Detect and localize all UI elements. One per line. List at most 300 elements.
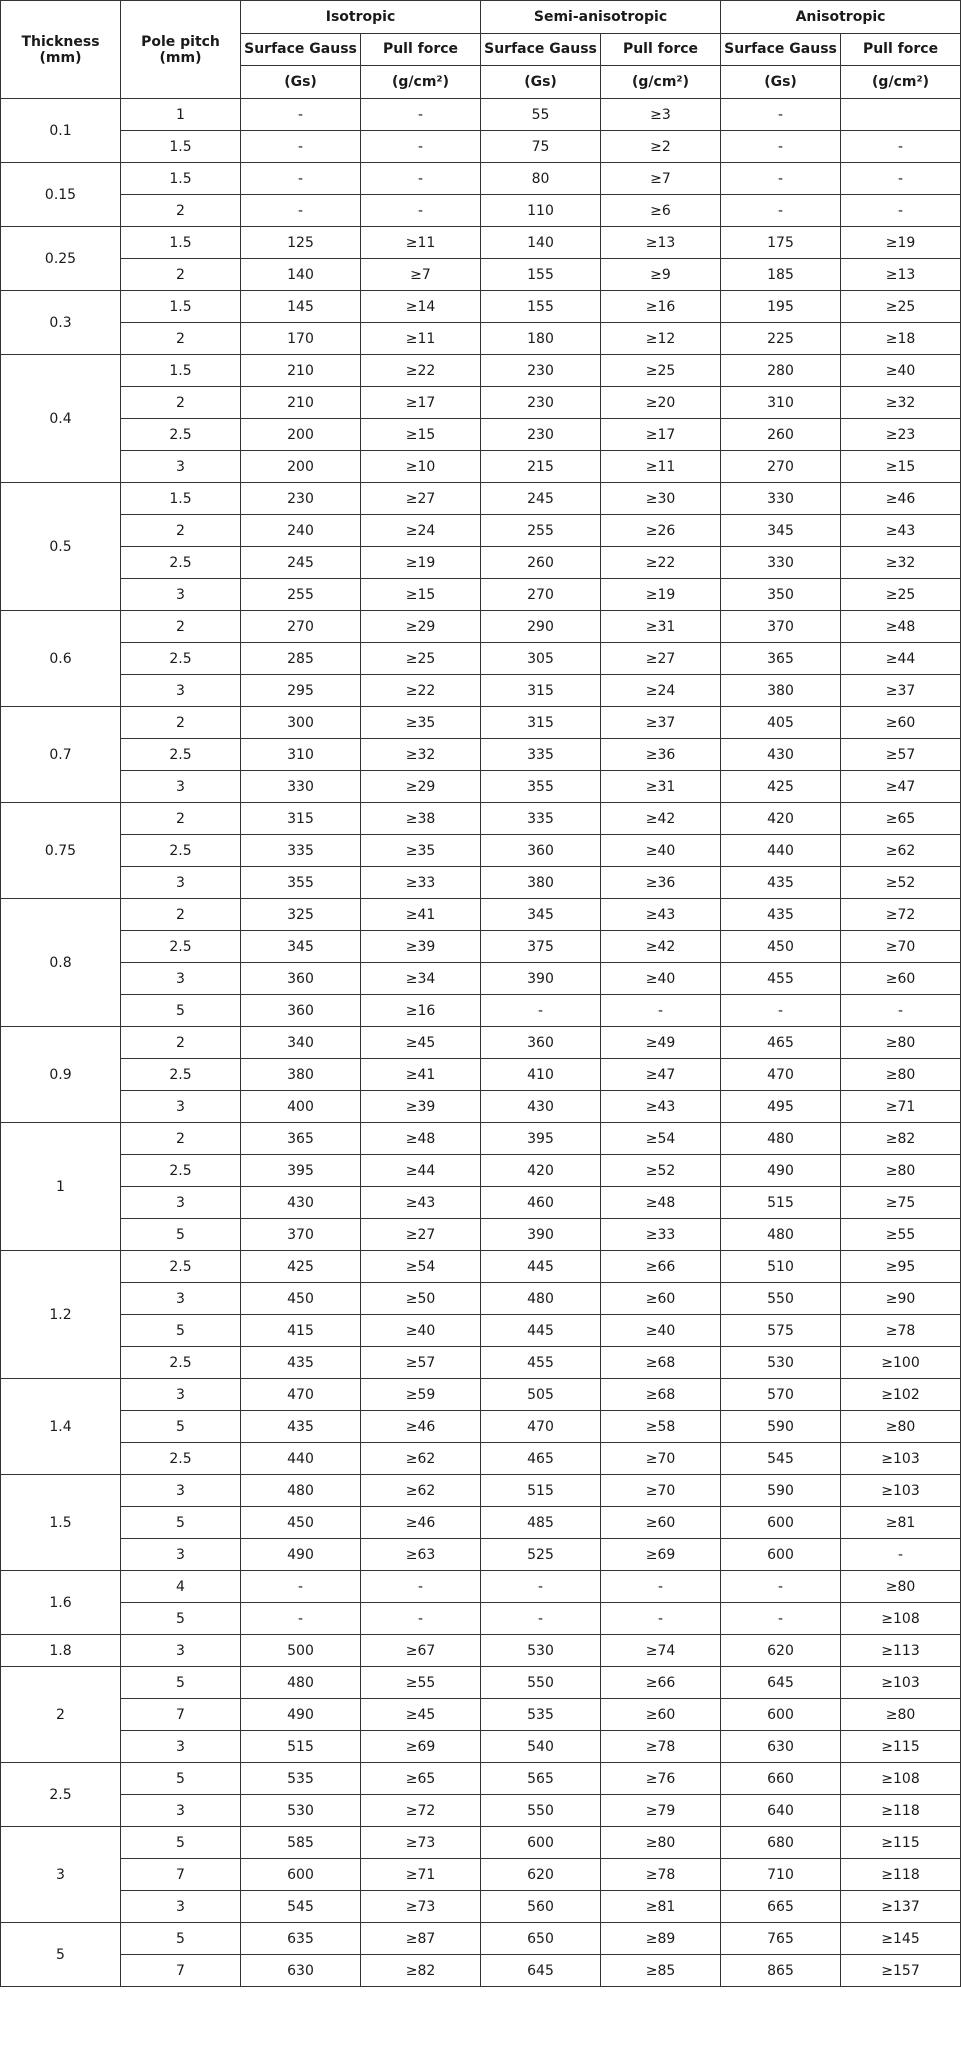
isotropic-pull-cell: ≥29	[361, 771, 481, 803]
semi-pull-cell: ≥19	[601, 579, 721, 611]
aniso-pull-cell: ≥80	[841, 1155, 961, 1187]
aniso-pull-cell: ≥60	[841, 963, 961, 995]
pole-pitch-cell: 2.5	[121, 643, 241, 675]
isotropic-pull-cell: ≥27	[361, 483, 481, 515]
semi-pull-cell: ≥43	[601, 1091, 721, 1123]
semi-gauss-cell: 380	[481, 867, 601, 899]
semi-gauss-cell: 620	[481, 1859, 601, 1891]
isotropic-gauss-cell: 300	[241, 707, 361, 739]
table-row	[1, 1763, 961, 1795]
aniso-pull-cell: ≥82	[841, 1123, 961, 1155]
isotropic-gauss-cell: 435	[241, 1347, 361, 1379]
semi-pull-cell: ≥12	[601, 323, 721, 355]
semi-gauss-cell: 445	[481, 1315, 601, 1347]
aniso-gauss-cell: 645	[721, 1667, 841, 1699]
semi-pull-cell: ≥49	[601, 1027, 721, 1059]
thickness-cell: 0.5	[1, 483, 121, 611]
aniso-gauss-cell: 175	[721, 227, 841, 259]
aniso-pull-cell: ≥47	[841, 771, 961, 803]
pole-pitch-cell: 3	[121, 1475, 241, 1507]
semi-pull-cell: ≥30	[601, 483, 721, 515]
table-row	[1, 675, 961, 707]
aniso-gauss-cell: 590	[721, 1475, 841, 1507]
isotropic-pull-cell: ≥65	[361, 1763, 481, 1795]
aniso-gauss-cell: 495	[721, 1091, 841, 1123]
isotropic-gauss-cell: -	[241, 195, 361, 227]
semi-pull-cell: ≥7	[601, 163, 721, 195]
aniso-pull-cell: ≥103	[841, 1443, 961, 1475]
semi-gauss-cell: 390	[481, 963, 601, 995]
aniso-pull-cell: ≥80	[841, 1699, 961, 1731]
semi-gauss-cell: 270	[481, 579, 601, 611]
table-row	[1, 1571, 961, 1603]
aniso-gauss-cell: 590	[721, 1411, 841, 1443]
aniso-gauss-cell: 530	[721, 1347, 841, 1379]
thickness-cell: 0.8	[1, 899, 121, 1027]
semi-pull-cell: ≥78	[601, 1731, 721, 1763]
force-unit-header: (g/cm²)	[361, 66, 481, 99]
isotropic-pull-cell: -	[361, 99, 481, 131]
pole-pitch-cell: 3	[121, 1731, 241, 1763]
pole-pitch-cell: 2	[121, 195, 241, 227]
thickness-cell: 0.9	[1, 1027, 121, 1123]
aniso-pull-cell: ≥18	[841, 323, 961, 355]
pole-pitch-cell: 2	[121, 707, 241, 739]
semi-pull-cell: ≥26	[601, 515, 721, 547]
semi-gauss-cell: 465	[481, 1443, 601, 1475]
aniso-pull-cell: ≥48	[841, 611, 961, 643]
aniso-pull-cell: ≥80	[841, 1571, 961, 1603]
table-row	[1, 1923, 961, 1955]
semi-pull-cell: ≥20	[601, 387, 721, 419]
aniso-pull-cell: ≥75	[841, 1187, 961, 1219]
semi-gauss-cell: 75	[481, 131, 601, 163]
isotropic-gauss-cell: 245	[241, 547, 361, 579]
pole-pitch-cell: 7	[121, 1699, 241, 1731]
isotropic-pull-cell: ≥15	[361, 579, 481, 611]
isotropic-pull-cell: -	[361, 163, 481, 195]
semi-gauss-cell: 230	[481, 387, 601, 419]
isotropic-pull-cell: ≥45	[361, 1699, 481, 1731]
pole-pitch-cell: 5	[121, 1763, 241, 1795]
pole-pitch-cell: 2.5	[121, 419, 241, 451]
semi-pull-cell: -	[601, 995, 721, 1027]
isotropic-pull-cell: ≥17	[361, 387, 481, 419]
table-row	[1, 771, 961, 803]
semi-gauss-cell: 375	[481, 931, 601, 963]
semi-pull-cell: ≥66	[601, 1251, 721, 1283]
isotropic-pull-cell: ≥54	[361, 1251, 481, 1283]
isotropic-gauss-cell: 285	[241, 643, 361, 675]
isotropic-gauss-cell: 270	[241, 611, 361, 643]
isotropic-gauss-cell: 360	[241, 995, 361, 1027]
aniso-pull-cell: ≥25	[841, 291, 961, 323]
semi-pull-cell: ≥17	[601, 419, 721, 451]
aniso-pull-cell: ≥19	[841, 227, 961, 259]
semi-gauss-cell: 80	[481, 163, 601, 195]
aniso-pull-cell: ≥72	[841, 899, 961, 931]
table-row	[1, 355, 961, 387]
table-row	[1, 483, 961, 515]
table-row	[1, 1827, 961, 1859]
semi-gauss-cell: 560	[481, 1891, 601, 1923]
semi-pull-cell: ≥13	[601, 227, 721, 259]
aniso-gauss-cell: 765	[721, 1923, 841, 1955]
table-row	[1, 1667, 961, 1699]
isotropic-pull-cell: ≥67	[361, 1635, 481, 1667]
pole-pitch-cell: 3	[121, 1539, 241, 1571]
thickness-cell: 0.6	[1, 611, 121, 707]
isotropic-gauss-cell: 210	[241, 355, 361, 387]
aniso-gauss-cell: 620	[721, 1635, 841, 1667]
aniso-pull-cell: ≥65	[841, 803, 961, 835]
semi-pull-cell: ≥24	[601, 675, 721, 707]
thickness-cell: 3	[1, 1827, 121, 1923]
isotropic-gauss-cell: -	[241, 131, 361, 163]
aniso-pull-cell: ≥55	[841, 1219, 961, 1251]
semi-gauss-cell: -	[481, 1571, 601, 1603]
table-row	[1, 1219, 961, 1251]
table-row	[1, 451, 961, 483]
table-row	[1, 739, 961, 771]
aniso-pull-cell: ≥23	[841, 419, 961, 451]
semi-pull-cell: -	[601, 1571, 721, 1603]
table-row	[1, 99, 961, 131]
isotropic-pull-cell: ≥15	[361, 419, 481, 451]
isotropic-pull-cell: ≥32	[361, 739, 481, 771]
aniso-pull-cell: ≥137	[841, 1891, 961, 1923]
isotropic-pull-cell: ≥41	[361, 899, 481, 931]
table-row	[1, 1187, 961, 1219]
pole-pitch-cell: 4	[121, 1571, 241, 1603]
table-row	[1, 1251, 961, 1283]
semi-pull-cell: ≥68	[601, 1379, 721, 1411]
isotropic-pull-cell: ≥63	[361, 1539, 481, 1571]
table-body	[1, 99, 961, 1987]
aniso-gauss-cell: 425	[721, 771, 841, 803]
semi-pull-cell: ≥36	[601, 867, 721, 899]
semi-pull-cell: ≥76	[601, 1763, 721, 1795]
table-row	[1, 963, 961, 995]
pole-pitch-cell: 2.5	[121, 1059, 241, 1091]
isotropic-gauss-cell: 355	[241, 867, 361, 899]
isotropic-gauss-cell: 145	[241, 291, 361, 323]
table-row	[1, 707, 961, 739]
gauss-unit-header: (Gs)	[241, 66, 361, 99]
table-row	[1, 1283, 961, 1315]
anisotropic-header: Anisotropic	[721, 1, 961, 34]
aniso-pull-cell: ≥60	[841, 707, 961, 739]
thickness-cell: 0.1	[1, 99, 121, 163]
isotropic-pull-cell: ≥62	[361, 1475, 481, 1507]
thickness-cell: 2.5	[1, 1763, 121, 1827]
thickness-cell: 1.6	[1, 1571, 121, 1635]
aniso-pull-cell	[841, 99, 961, 131]
isotropic-gauss-cell: 450	[241, 1507, 361, 1539]
semi-pull-cell: ≥40	[601, 963, 721, 995]
aniso-gauss-cell: 260	[721, 419, 841, 451]
table-row	[1, 1411, 961, 1443]
aniso-pull-cell: ≥52	[841, 867, 961, 899]
semi-pull-cell: ≥52	[601, 1155, 721, 1187]
aniso-gauss-cell: 465	[721, 1027, 841, 1059]
aniso-pull-cell: ≥37	[841, 675, 961, 707]
table-row	[1, 515, 961, 547]
isotropic-pull-cell: ≥14	[361, 291, 481, 323]
pull-force-header: Pull force	[841, 33, 961, 66]
pole-pitch-cell: 1.5	[121, 163, 241, 195]
aniso-pull-cell: ≥103	[841, 1667, 961, 1699]
aniso-pull-cell: ≥118	[841, 1859, 961, 1891]
semi-gauss-cell: 335	[481, 803, 601, 835]
isotropic-pull-cell: ≥57	[361, 1347, 481, 1379]
isotropic-gauss-cell: 140	[241, 259, 361, 291]
table-row	[1, 867, 961, 899]
aniso-gauss-cell: 405	[721, 707, 841, 739]
isotropic-pull-cell: ≥55	[361, 1667, 481, 1699]
aniso-gauss-cell: 330	[721, 483, 841, 515]
semi-gauss-cell: 540	[481, 1731, 601, 1763]
pole-pitch-cell: 3	[121, 451, 241, 483]
pole-pitch-header-label: Pole pitch (mm)	[141, 33, 220, 66]
isotropic-pull-cell: ≥38	[361, 803, 481, 835]
semi-gauss-cell: 430	[481, 1091, 601, 1123]
semi-gauss-cell: 335	[481, 739, 601, 771]
isotropic-pull-cell: ≥16	[361, 995, 481, 1027]
aniso-pull-cell: ≥115	[841, 1731, 961, 1763]
table-row	[1, 195, 961, 227]
isotropic-gauss-cell: 365	[241, 1123, 361, 1155]
isotropic-gauss-cell: 490	[241, 1539, 361, 1571]
aniso-gauss-cell: 185	[721, 259, 841, 291]
semi-gauss-cell: 550	[481, 1795, 601, 1827]
isotropic-pull-cell: ≥69	[361, 1731, 481, 1763]
thickness-header-label: Thickness (mm)	[21, 33, 100, 66]
table-row	[1, 1443, 961, 1475]
aniso-gauss-cell: 630	[721, 1731, 841, 1763]
semi-gauss-cell: 315	[481, 675, 601, 707]
table-row	[1, 131, 961, 163]
pole-pitch-cell: 3	[121, 675, 241, 707]
semi-gauss-cell: 550	[481, 1667, 601, 1699]
semi-gauss-cell: 480	[481, 1283, 601, 1315]
semi-pull-cell: ≥80	[601, 1827, 721, 1859]
aniso-gauss-cell: 455	[721, 963, 841, 995]
table-row	[1, 643, 961, 675]
aniso-gauss-cell: -	[721, 995, 841, 1027]
semi-pull-cell: ≥25	[601, 355, 721, 387]
aniso-pull-cell: ≥78	[841, 1315, 961, 1347]
semi-gauss-cell: 525	[481, 1539, 601, 1571]
table-row	[1, 259, 961, 291]
aniso-gauss-cell: 480	[721, 1219, 841, 1251]
thickness-cell: 0.25	[1, 227, 121, 291]
aniso-pull-cell: -	[841, 995, 961, 1027]
aniso-gauss-cell: 380	[721, 675, 841, 707]
semi-pull-cell: ≥27	[601, 643, 721, 675]
isotropic-gauss-cell: 310	[241, 739, 361, 771]
semi-gauss-cell: 230	[481, 355, 601, 387]
table-row	[1, 931, 961, 963]
isotropic-pull-cell: ≥46	[361, 1507, 481, 1539]
aniso-gauss-cell: 440	[721, 835, 841, 867]
table-row	[1, 1859, 961, 1891]
aniso-pull-cell: ≥15	[841, 451, 961, 483]
isotropic-gauss-cell: 585	[241, 1827, 361, 1859]
aniso-gauss-cell: 510	[721, 1251, 841, 1283]
isotropic-pull-cell: ≥22	[361, 355, 481, 387]
semi-pull-cell: ≥85	[601, 1955, 721, 1987]
aniso-gauss-cell: 680	[721, 1827, 841, 1859]
semi-gauss-cell: 155	[481, 291, 601, 323]
isotropic-gauss-cell: 440	[241, 1443, 361, 1475]
isotropic-pull-cell: ≥59	[361, 1379, 481, 1411]
table-row	[1, 835, 961, 867]
isotropic-gauss-cell: 500	[241, 1635, 361, 1667]
isotropic-pull-cell: -	[361, 1603, 481, 1635]
semi-gauss-cell: 445	[481, 1251, 601, 1283]
isotropic-pull-cell: ≥48	[361, 1123, 481, 1155]
aniso-gauss-cell: 600	[721, 1539, 841, 1571]
semi-gauss-cell: 485	[481, 1507, 601, 1539]
semi-pull-cell: ≥81	[601, 1891, 721, 1923]
isotropic-header: Isotropic	[241, 1, 481, 34]
isotropic-gauss-cell: 230	[241, 483, 361, 515]
isotropic-gauss-cell: 325	[241, 899, 361, 931]
pole-pitch-cell: 2.5	[121, 1155, 241, 1187]
thickness-cell: 0.75	[1, 803, 121, 899]
aniso-gauss-cell: 435	[721, 867, 841, 899]
table-row	[1, 1475, 961, 1507]
pole-pitch-cell: 2.5	[121, 739, 241, 771]
table-row	[1, 1379, 961, 1411]
semi-gauss-cell: 155	[481, 259, 601, 291]
table-row	[1, 419, 961, 451]
aniso-pull-cell: ≥71	[841, 1091, 961, 1123]
pole-pitch-cell: 5	[121, 1667, 241, 1699]
isotropic-pull-cell: ≥22	[361, 675, 481, 707]
isotropic-pull-cell: ≥45	[361, 1027, 481, 1059]
semi-gauss-cell: 455	[481, 1347, 601, 1379]
pole-pitch-cell: 5	[121, 1827, 241, 1859]
pole-pitch-cell: 1.5	[121, 131, 241, 163]
pole-pitch-cell: 5	[121, 1507, 241, 1539]
table-row	[1, 579, 961, 611]
surface-gauss-header: Surface Gauss	[721, 33, 841, 66]
table-row	[1, 1795, 961, 1827]
aniso-gauss-cell: 865	[721, 1955, 841, 1987]
isotropic-pull-cell: ≥50	[361, 1283, 481, 1315]
table-row	[1, 1699, 961, 1731]
thickness-cell: 0.4	[1, 355, 121, 483]
semi-gauss-cell: 360	[481, 835, 601, 867]
isotropic-pull-cell: ≥62	[361, 1443, 481, 1475]
semi-anisotropic-header: Semi-anisotropic	[481, 1, 721, 34]
pole-pitch-cell: 3	[121, 1635, 241, 1667]
isotropic-pull-cell: ≥82	[361, 1955, 481, 1987]
aniso-pull-cell: -	[841, 163, 961, 195]
thickness-cell: 1.8	[1, 1635, 121, 1667]
aniso-gauss-cell: 350	[721, 579, 841, 611]
force-unit-header: (g/cm²)	[601, 66, 721, 99]
pole-pitch-cell: 3	[121, 1187, 241, 1219]
semi-pull-cell: ≥37	[601, 707, 721, 739]
aniso-pull-cell: ≥145	[841, 1923, 961, 1955]
aniso-gauss-cell: -	[721, 195, 841, 227]
thickness-cell: 0.3	[1, 291, 121, 355]
isotropic-gauss-cell: 480	[241, 1475, 361, 1507]
pole-pitch-cell: 2	[121, 1027, 241, 1059]
isotropic-pull-cell: ≥71	[361, 1859, 481, 1891]
aniso-gauss-cell: 665	[721, 1891, 841, 1923]
semi-gauss-cell: 110	[481, 195, 601, 227]
semi-pull-cell: ≥58	[601, 1411, 721, 1443]
semi-gauss-cell: -	[481, 995, 601, 1027]
thickness-cell: 5	[1, 1923, 121, 1987]
aniso-pull-cell: ≥46	[841, 483, 961, 515]
semi-gauss-cell: 410	[481, 1059, 601, 1091]
table-row	[1, 1347, 961, 1379]
semi-gauss-cell: 345	[481, 899, 601, 931]
aniso-gauss-cell: 640	[721, 1795, 841, 1827]
aniso-pull-cell: ≥13	[841, 259, 961, 291]
aniso-gauss-cell: 575	[721, 1315, 841, 1347]
pole-pitch-cell: 2.5	[121, 835, 241, 867]
isotropic-gauss-cell: 395	[241, 1155, 361, 1187]
isotropic-pull-cell: ≥25	[361, 643, 481, 675]
pole-pitch-cell: 5	[121, 1923, 241, 1955]
aniso-pull-cell: ≥32	[841, 547, 961, 579]
pole-pitch-cell: 2	[121, 1123, 241, 1155]
thickness-cell: 2	[1, 1667, 121, 1763]
semi-gauss-cell: 290	[481, 611, 601, 643]
isotropic-gauss-cell: 435	[241, 1411, 361, 1443]
aniso-pull-cell: -	[841, 1539, 961, 1571]
semi-gauss-cell: 180	[481, 323, 601, 355]
isotropic-gauss-cell: 425	[241, 1251, 361, 1283]
semi-gauss-cell: 140	[481, 227, 601, 259]
aniso-pull-cell: ≥115	[841, 1827, 961, 1859]
pole-pitch-cell: 7	[121, 1955, 241, 1987]
aniso-pull-cell: ≥40	[841, 355, 961, 387]
isotropic-pull-cell: ≥35	[361, 835, 481, 867]
isotropic-pull-cell: -	[361, 131, 481, 163]
semi-pull-cell: ≥89	[601, 1923, 721, 1955]
table-row	[1, 1315, 961, 1347]
semi-gauss-cell: 260	[481, 547, 601, 579]
table-row	[1, 163, 961, 195]
aniso-gauss-cell: 600	[721, 1699, 841, 1731]
semi-gauss-cell: 230	[481, 419, 601, 451]
table-row	[1, 1091, 961, 1123]
semi-gauss-cell: 360	[481, 1027, 601, 1059]
aniso-pull-cell: ≥118	[841, 1795, 961, 1827]
table-row	[1, 387, 961, 419]
thickness-cell: 1	[1, 1123, 121, 1251]
isotropic-gauss-cell: 600	[241, 1859, 361, 1891]
semi-gauss-cell: 395	[481, 1123, 601, 1155]
semi-gauss-cell: 55	[481, 99, 601, 131]
semi-pull-cell: ≥60	[601, 1507, 721, 1539]
aniso-pull-cell: ≥44	[841, 643, 961, 675]
semi-gauss-cell: 215	[481, 451, 601, 483]
isotropic-gauss-cell: 545	[241, 1891, 361, 1923]
isotropic-pull-cell: -	[361, 1571, 481, 1603]
semi-pull-cell: ≥74	[601, 1635, 721, 1667]
isotropic-gauss-cell: 210	[241, 387, 361, 419]
semi-pull-cell: ≥9	[601, 259, 721, 291]
thickness-cell: 1.2	[1, 1251, 121, 1379]
